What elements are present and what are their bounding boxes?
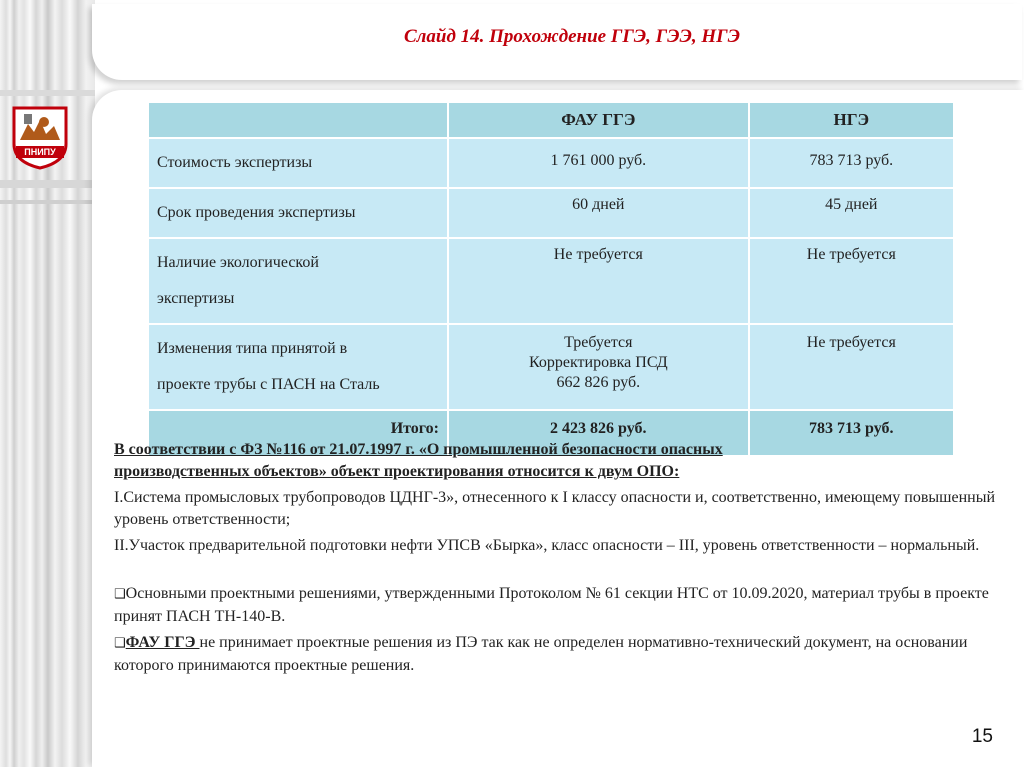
decorative-stripe — [0, 180, 95, 188]
cell-value: 45 дней — [749, 188, 954, 238]
row-label-line: Изменения типа принятой в — [157, 340, 348, 357]
decorative-stripe — [0, 90, 95, 96]
list-item: I.Система промысловых трубопроводов ЦДНГ-3», отнесенного к I классу опасности и, соответственно, имеющему повышенный уровень ответственности; — [114, 489, 996, 528]
bullet-text: не принимает проектные решения из ПЭ так как не определен нормативно-технический документ, на основании которого принимаются проектные решения. — [114, 634, 968, 674]
row-label-pipe-change — [148, 324, 448, 410]
total-label: Итого: — [148, 410, 448, 456]
row-label-line: проекте трубы с ПАСН на Сталь — [157, 376, 380, 393]
table-header-nge: НГЭ — [749, 102, 954, 138]
total-value: 783 713 руб. — [749, 410, 954, 456]
bullet-item — [114, 632, 1004, 677]
checkbox-bullet-icon: ❑ — [114, 587, 126, 602]
cell-value: Не требуется — [448, 238, 749, 324]
intro-heading — [114, 439, 1004, 483]
list-item: II.Участок предварительной подготовки нефти УПСВ «Бырка», класс опасности – III, уровень ответственности – нормальный. — [114, 537, 980, 554]
page-number: 15 — [971, 726, 993, 747]
row-label-line: экспертизы — [157, 290, 235, 307]
cell-value: Не требуется — [749, 324, 954, 410]
table-header-row — [148, 102, 954, 138]
bullet-item — [114, 583, 1004, 628]
logo-text: ПНИПУ — [24, 147, 56, 157]
cell-line: 662 826 руб. — [556, 374, 641, 391]
row-label-line: Наличие экологической — [157, 254, 319, 271]
cell-value: 1 761 000 руб. — [448, 138, 749, 188]
cell-value: 60 дней — [448, 188, 749, 238]
table-header-empty — [148, 102, 448, 138]
slide-title: Слайд 14. Прохождение ГГЭ, ГЭЭ, НГЭ — [403, 26, 741, 47]
cell-value: Не требуется — [749, 238, 954, 324]
decorative-stripe — [0, 200, 95, 204]
bullet-bold-text: ФАУ ГГЭ — [125, 634, 200, 651]
checkbox-bullet-icon: ❑ — [114, 636, 126, 651]
row-label-duration: Срок проведения экспертизы — [148, 188, 448, 238]
total-value: 2 423 826 руб. — [448, 410, 749, 456]
row-label-ecology — [148, 238, 448, 324]
comparison-table — [147, 101, 955, 457]
cell-line: Корректировка ПСД — [528, 354, 668, 371]
table-row — [148, 238, 954, 324]
intro-line: В соответствии с ФЗ №116 от 21.07.1997 г. «О промышленной безопасности опасных — [114, 441, 723, 458]
row-label-cost: Стоимость экспертизы — [148, 138, 448, 188]
cell-line: Требуется — [564, 334, 633, 351]
table-row — [148, 188, 954, 238]
table-header-fau-gge: ФАУ ГГЭ — [448, 102, 749, 138]
body-text — [114, 439, 1004, 681]
intro-line: производственных объектов» объект проектирования относится к двум ОПО: — [114, 463, 680, 480]
university-logo — [10, 104, 70, 170]
table-row — [148, 138, 954, 188]
cell-value: 783 713 руб. — [749, 138, 954, 188]
bullet-text: Основными проектными решениями, утвержденными Протоколом № 61 секции НТС от 10.09.2020, материал трубы в проекте принят ПАСН ТН-140-В. — [114, 585, 989, 625]
cell-value — [448, 324, 749, 410]
table-row — [148, 324, 954, 410]
